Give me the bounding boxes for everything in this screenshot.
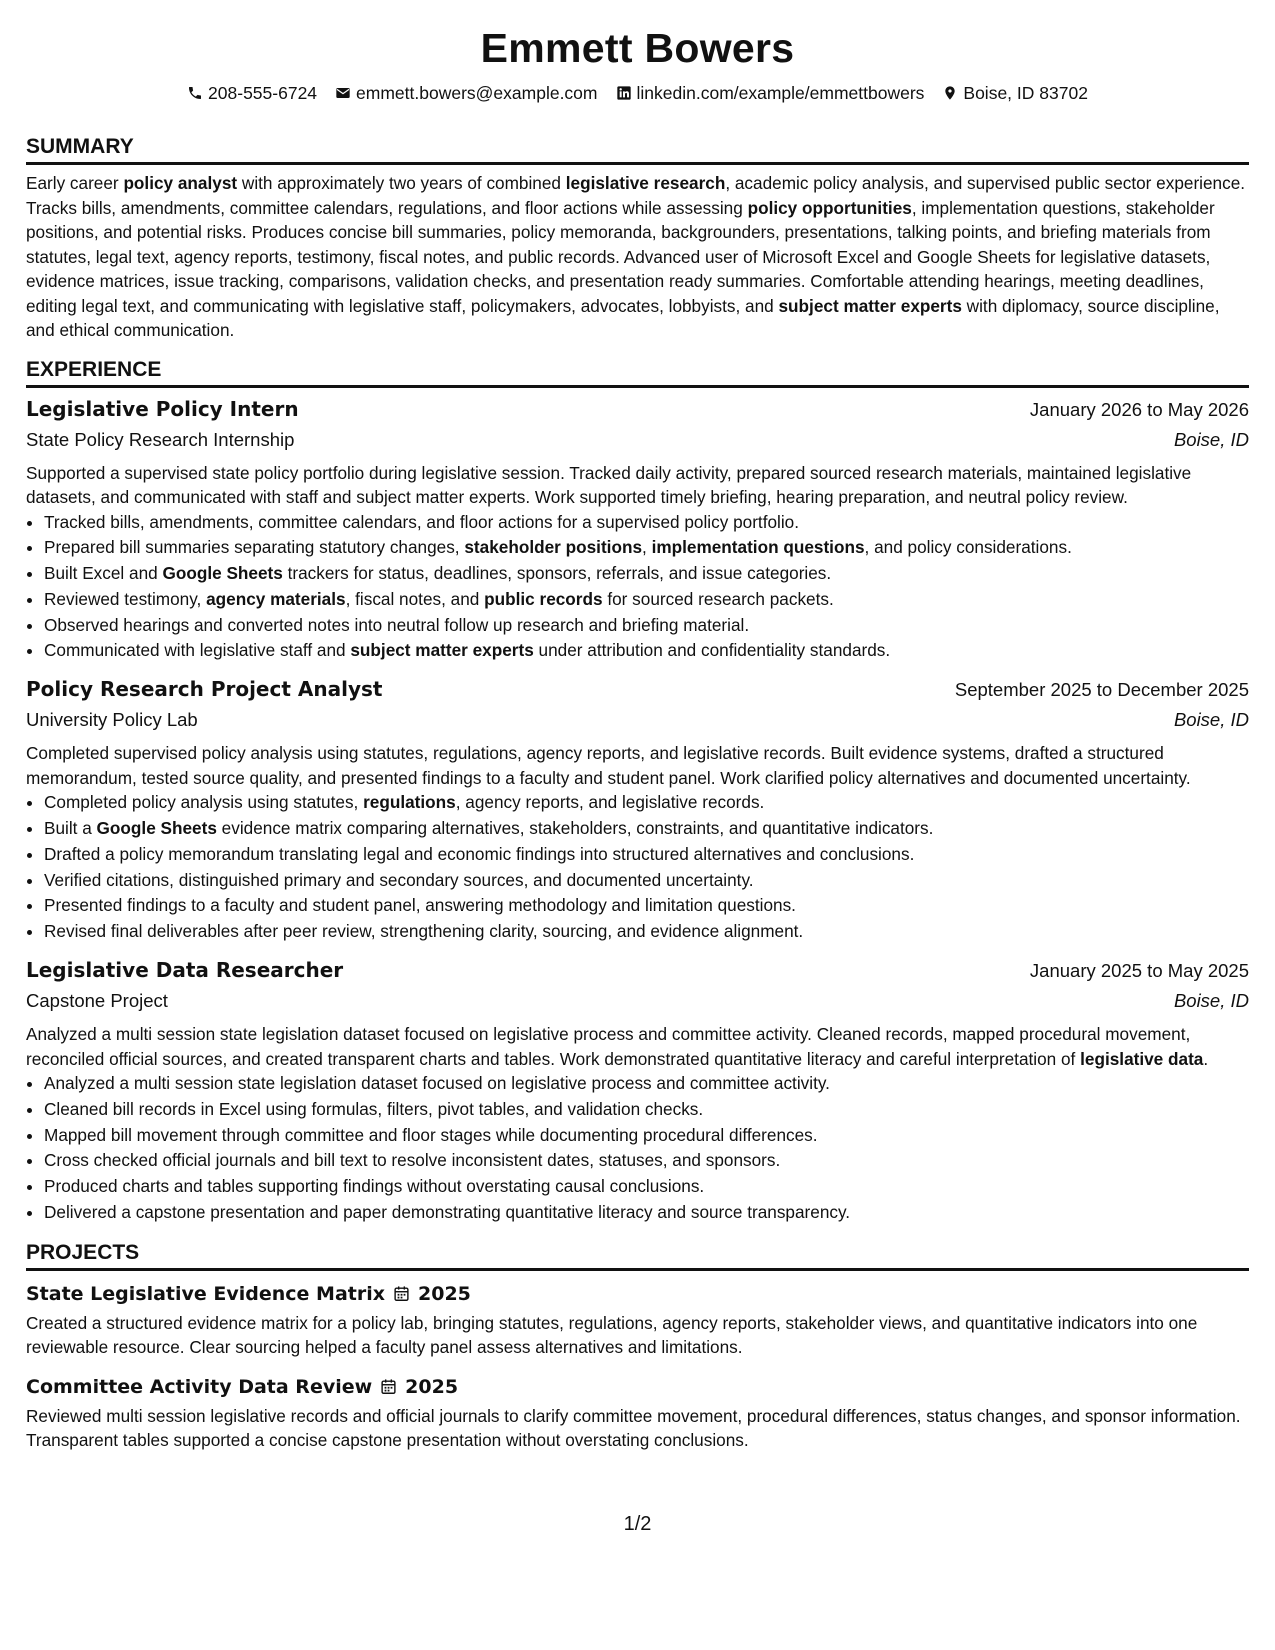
bold-keyword: Google Sheets xyxy=(96,818,217,839)
bold-keyword: stakeholder positions xyxy=(464,537,642,558)
contact-phone xyxy=(187,83,317,104)
job-description: Analyzed a multi session state legislation dataset focused on legislative process and committee activity. Cleaned records, mapped procedural movement, reconciled official sources, and created transparent charts and tables. Work demonstrated quantitative literacy and careful interpretation of legislative data. xyxy=(26,1024,1209,1069)
bullet-item: • Reviewed testimony, agency materials, fiscal notes, and public records for sourced research packets. xyxy=(44,587,1249,613)
email-link[interactable]: emmett.bowers@example.com xyxy=(356,82,598,103)
bullet-item: • Presented findings to a faculty and student panel, answering methodology and limitation questions. xyxy=(44,893,1249,919)
bullet-item: • Communicated with legislative staff and subject matter experts under attribution and confidentiality standards. xyxy=(44,638,1249,664)
bullet-item: • Cleaned bill records in Excel using formulas, filters, pivot tables, and validation checks. xyxy=(44,1097,1249,1123)
bold-keyword: implementation questions xyxy=(651,537,865,558)
job-description: Supported a supervised state policy portfolio during legislative session. Tracked daily activity, prepared sourced research materials, maintained legislative datasets, and communicated with staff and subject matter experts. Work supported timely briefing, hearing preparation, and neutral policy review. xyxy=(26,462,1192,507)
bullet-item: • Tracked bills, amendments, committee calendars, and floor actions for a supervised policy portfolio. xyxy=(44,510,1249,536)
job-entry xyxy=(26,955,1249,1226)
map-pin-icon xyxy=(942,85,958,101)
bold-keyword: policy opportunities xyxy=(747,197,912,218)
bullet-item: • Drafted a policy memorandum translating legal and economic findings into structured alternatives and conclusions. xyxy=(44,842,1249,868)
bold-keyword: Google Sheets xyxy=(162,563,283,584)
project-description: Reviewed multi session legislative records and official journals to clarify committee movement, procedural differences, status changes, and sponsor information. Transparent tables supported a concise capstone presentation without overstating conclusions. xyxy=(26,1405,1241,1451)
calendar-icon xyxy=(380,1378,397,1395)
bullet-item: • Completed policy analysis using statutes, regulations, agency reports, and legislative records. xyxy=(44,790,1249,816)
project-entry xyxy=(26,1372,1249,1453)
job-dates: September 2025 to December 2025 xyxy=(954,679,1249,701)
project-title: Committee Activity Data Review xyxy=(26,1375,373,1398)
job-organization: Capstone Project xyxy=(26,990,168,1012)
linkedin-icon xyxy=(616,85,632,101)
contact-linkedin[interactable] xyxy=(616,83,925,104)
bold-keyword: subject matter experts xyxy=(350,640,534,661)
job-title: Legislative Data Researcher xyxy=(26,958,344,983)
contact-location xyxy=(942,83,1088,104)
job-bullets xyxy=(26,510,1249,665)
job-entry xyxy=(26,394,1249,665)
resume-page xyxy=(26,0,1249,1453)
job-description: Completed supervised policy analysis using statutes, regulations, agency reports, and legislative records. Built evidence systems, drafted a structured memorandum, tested source quality, and presented findings to a faculty and student panel. Work clarified policy alternatives and documented uncertainty. xyxy=(26,743,1191,788)
bold-keyword: legislative research xyxy=(565,173,726,193)
projects-section xyxy=(26,1240,1249,1453)
bullet-item: • Analyzed a multi session state legislation dataset focused on legislative process and committee activity. xyxy=(44,1071,1249,1097)
job-dates: January 2025 to May 2025 xyxy=(1029,960,1249,982)
page-number: 1/2 xyxy=(623,1513,652,1535)
job-location: Boise, ID xyxy=(1173,990,1249,1012)
linkedin-link[interactable]: linkedin.com/example/emmettbowers xyxy=(636,82,925,103)
envelope-icon xyxy=(335,85,351,101)
bullet-item: • Mapped bill movement through committee and floor stages while documenting procedural differences. xyxy=(44,1123,1249,1149)
project-description: Created a structured evidence matrix for a policy lab, bringing statutes, regulations, agency reports, stakeholder views, and quantitative indicators into one reviewable resource. Clear sourcing helped a faculty panel assess alternatives and limitations. xyxy=(26,1312,1198,1358)
phone-icon xyxy=(187,85,203,101)
bold-keyword: public records xyxy=(484,588,603,609)
bullet-item: • Delivered a capstone presentation and paper demonstrating quantitative literacy and source transparency. xyxy=(44,1200,1249,1226)
project-year: 2025 xyxy=(418,1282,471,1305)
summary-text: Early career policy analyst with approximately two years of combined legislative research, academic policy analysis, and supervised public sector experience. Tracks bills, amendments, committee calendars, regulations, and floor actions while assessing policy opportunities, implementation questions, stakeholder positions, and potential risks. Produces concise bill summaries, policy memoranda, backgrounders, presentations, talking points, and briefing materials from statutes, legal text, agency reports, testimony, fiscal notes, and public records. Advanced user of Microsoft Excel and Google Sheets for legislative datasets, evidence matrices, issue tracking, comparisons, validation checks, and presentation ready summaries. Comfortable attending hearings, meeting deadlines, editing legal text, and communicating with legislative staff, policymakers, advocates, lobbyists, and subject matter experts with diplomacy, source discipline, and ethical communication. xyxy=(26,173,1246,340)
job-bullets xyxy=(26,1071,1249,1226)
calendar-icon xyxy=(393,1285,410,1302)
bold-keyword: subject matter experts xyxy=(778,295,962,316)
job-dates: January 2026 to May 2026 xyxy=(1029,398,1249,420)
job-location: Boise, ID xyxy=(1173,709,1249,731)
summary-heading: SUMMARY xyxy=(26,134,1249,165)
contact-email[interactable] xyxy=(335,83,597,104)
contact-bar xyxy=(26,80,1249,106)
job-organization: State Policy Research Internship xyxy=(26,428,295,450)
job-bullets xyxy=(26,790,1249,945)
job-location: Boise, ID xyxy=(1173,428,1249,450)
bullet-item: • Built a Google Sheets evidence matrix comparing alternatives, stakeholders, constraints, and quantitative indicators. xyxy=(44,816,1249,842)
bullet-item: • Cross checked official journals and bill text to resolve inconsistent dates, statuses, and sponsors. xyxy=(44,1148,1249,1174)
experience-section xyxy=(26,357,1249,1226)
bullet-item: • Prepared bill summaries separating statutory changes, stakeholder positions, implementation questions, and policy considerations. xyxy=(44,535,1249,561)
location-text: Boise, ID 83702 xyxy=(963,82,1088,103)
projects-heading: PROJECTS xyxy=(26,1240,1249,1271)
project-title: State Legislative Evidence Matrix xyxy=(26,1282,386,1305)
bold-keyword: agency materials xyxy=(206,588,346,609)
summary-section xyxy=(26,134,1249,343)
job-title: Policy Research Project Analyst xyxy=(26,677,383,702)
experience-heading: EXPERIENCE xyxy=(26,357,1249,388)
project-entry xyxy=(26,1279,1249,1360)
bold-keyword: legislative data xyxy=(1080,1048,1204,1069)
job-entry xyxy=(26,674,1249,945)
bullet-item: • Observed hearings and converted notes into neutral follow up research and briefing material. xyxy=(44,613,1249,639)
project-year: 2025 xyxy=(405,1375,459,1398)
bold-keyword: regulations xyxy=(363,792,456,813)
bullet-item: • Verified citations, distinguished primary and secondary sources, and documented uncertainty. xyxy=(44,868,1249,894)
bullet-item: • Produced charts and tables supporting findings without overstating causal conclusions. xyxy=(44,1174,1249,1200)
bold-keyword: policy analyst xyxy=(123,173,238,193)
bullet-item: • Revised final deliverables after peer review, strengthening clarity, sourcing, and evidence alignment. xyxy=(44,919,1249,945)
job-title: Legislative Policy Intern xyxy=(26,396,299,421)
candidate-name: Emmett Bowers xyxy=(480,25,795,71)
job-organization: University Policy Lab xyxy=(26,709,198,731)
phone-text: 208-555-6724 xyxy=(208,82,318,103)
bullet-item: • Built Excel and Google Sheets trackers for status, deadlines, sponsors, referrals, and issue categories. xyxy=(44,561,1249,587)
